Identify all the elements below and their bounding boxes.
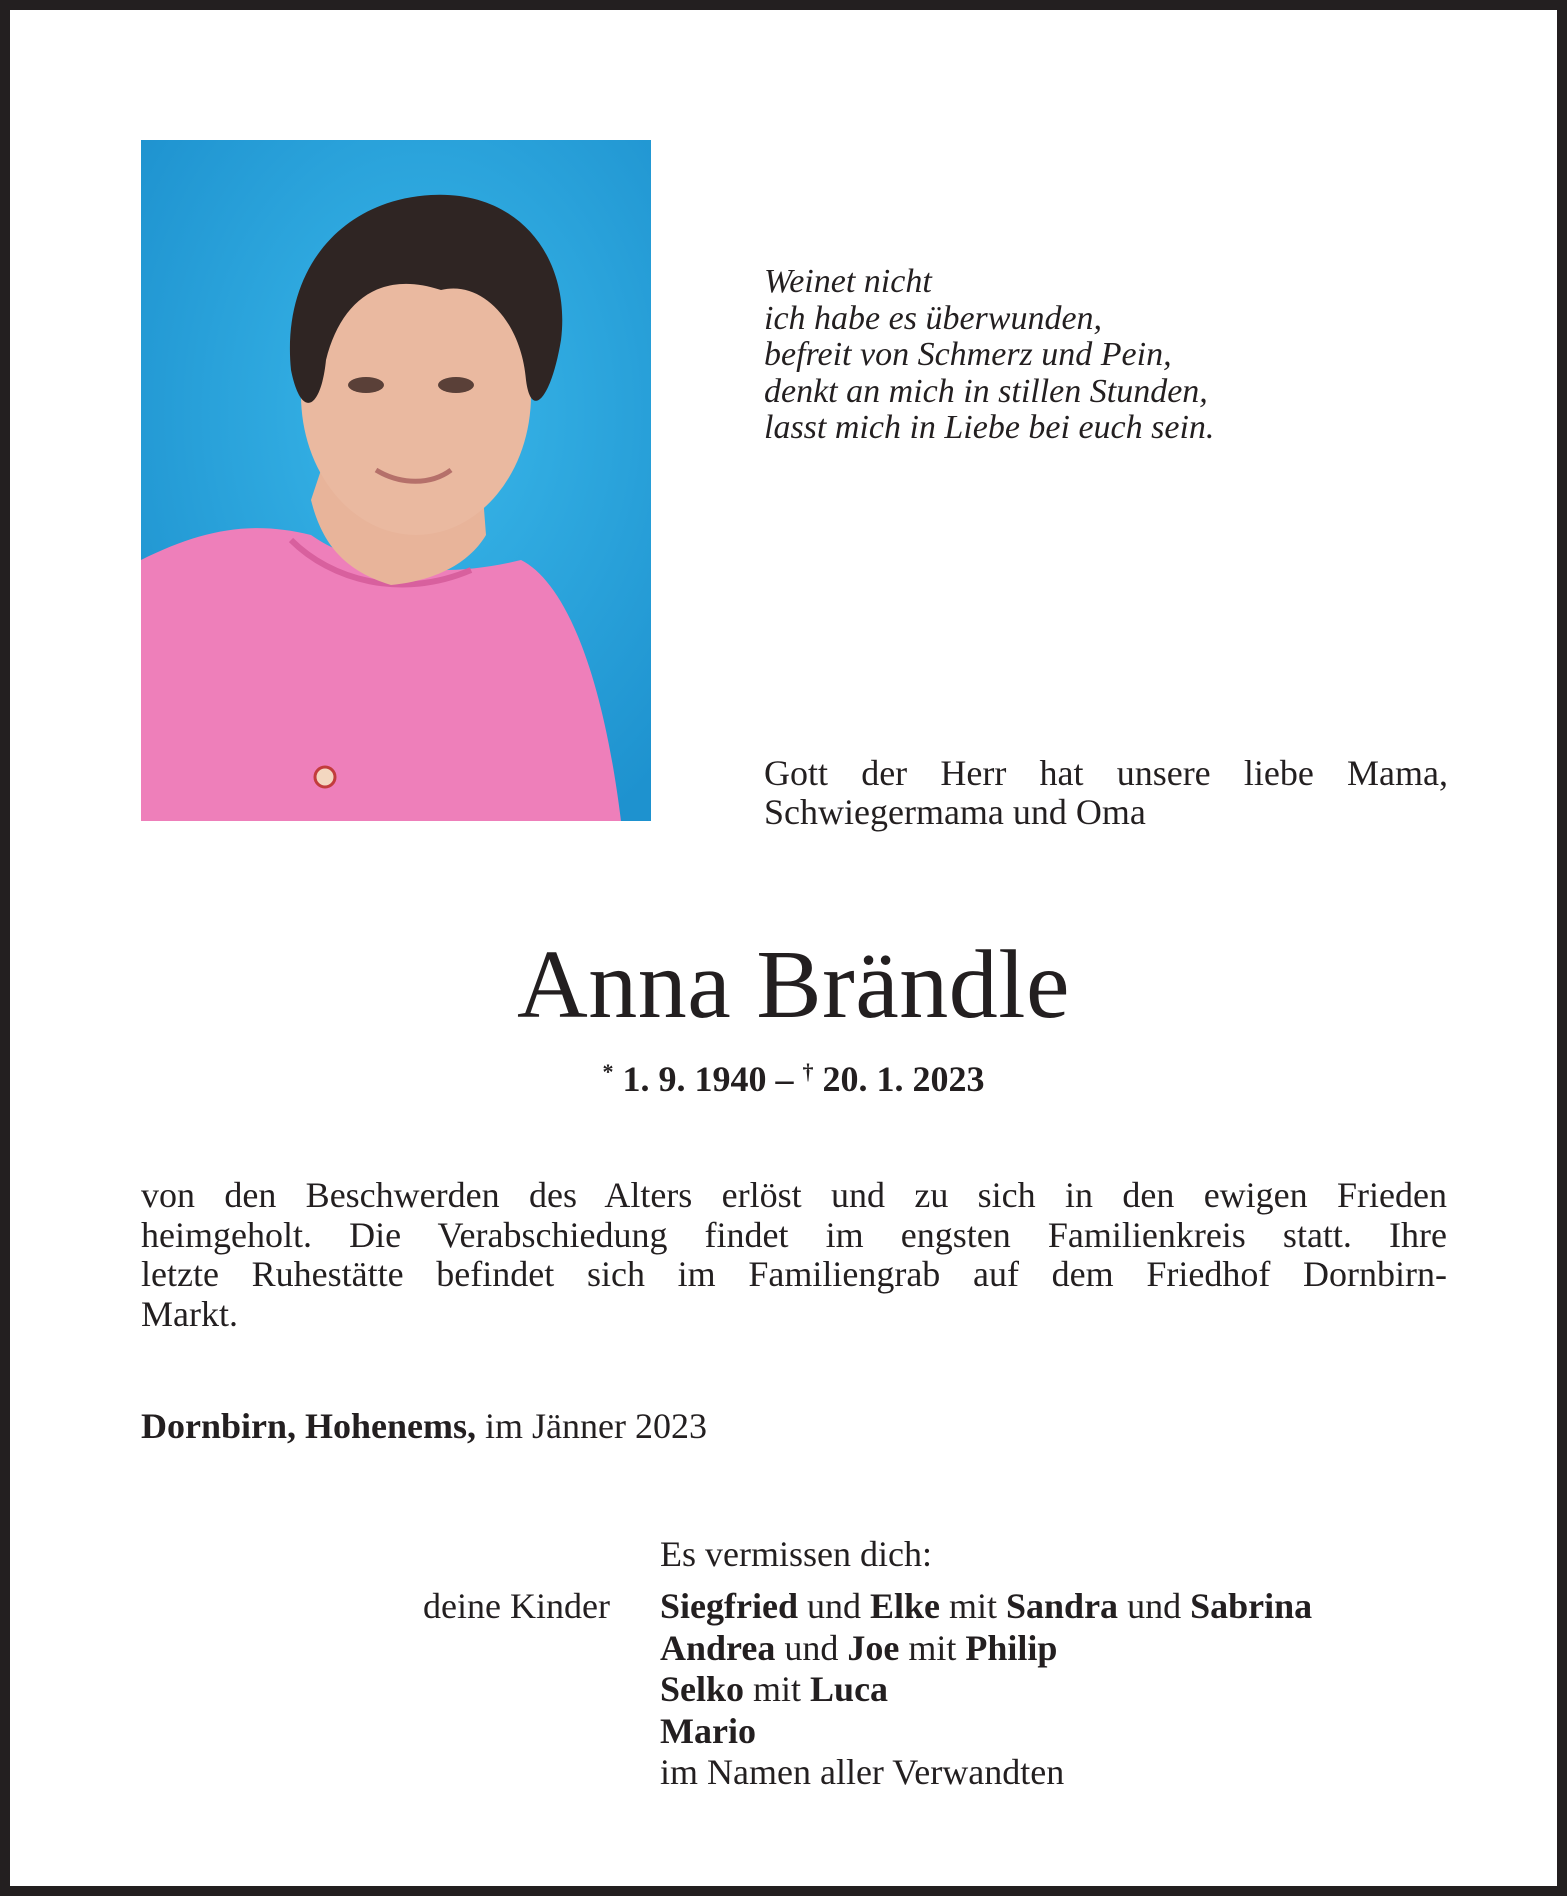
- mourner-name: Luca: [810, 1669, 889, 1709]
- life-dates: [10, 1052, 1567, 1099]
- connector: mit: [753, 1669, 802, 1709]
- mourners-line: [660, 1628, 1312, 1670]
- mourner-name: Joe: [847, 1627, 900, 1668]
- birth-symbol: *: [602, 1059, 614, 1084]
- poem-line: denkt an mich in stillen Stunden,: [764, 372, 1208, 410]
- mourner-name: Mario: [660, 1710, 756, 1751]
- mourner-name: Sabrina: [1190, 1586, 1313, 1626]
- connector: und: [1127, 1586, 1182, 1626]
- mourners-prefix: deine Kinder: [423, 1586, 610, 1626]
- connector: mit: [908, 1627, 957, 1668]
- intro-line-1: Gott der Herr hat unsere liebe Mama,: [764, 753, 1448, 793]
- connector: mit: [949, 1586, 998, 1626]
- place-and-date: [141, 1406, 707, 1446]
- poem: [764, 264, 1214, 447]
- mourner-name: Philip: [965, 1627, 1058, 1668]
- month-year: im Jänner 2023: [485, 1406, 707, 1446]
- poem-line: Weinet nicht: [764, 263, 932, 300]
- death-symbol: †: [802, 1059, 814, 1084]
- mourner-name: Andrea: [660, 1627, 776, 1668]
- announcement-line: letzte Ruhestätte befindet sich im Familiengrab auf dem Friedhof Dornbirn-: [141, 1254, 1447, 1294]
- announcement-line: von den Beschwerden des Alters erlöst und zu sich in den ewigen Frieden: [141, 1175, 1447, 1215]
- birth-date: 1. 9. 1940: [622, 1059, 767, 1099]
- mourners-line: [660, 1711, 1312, 1753]
- announcement-line: Markt.: [141, 1293, 238, 1334]
- mourners-line: [660, 1669, 1312, 1711]
- announcement-text: [141, 1176, 1447, 1334]
- poem-line: ich habe es überwunden,: [764, 299, 1103, 337]
- announcement-line: heimgeholt. Die Verabschiedung findet im engsten Familienkreis statt. Ihre: [141, 1214, 1447, 1255]
- mourner-name: Siegfried: [660, 1586, 798, 1626]
- connector: und: [784, 1627, 839, 1668]
- portrait-photo: [141, 140, 651, 821]
- mourners-list: [660, 1586, 1312, 1794]
- mourner-name: Elke: [869, 1586, 940, 1626]
- date-separator: –: [775, 1059, 794, 1099]
- mourners-closing: im Namen aller Verwandten: [660, 1752, 1065, 1792]
- mourners-heading: Es vermissen dich:: [660, 1534, 932, 1574]
- intro-line-2: Schwiegermama und Oma: [764, 792, 1146, 832]
- intro-text: [764, 754, 1448, 832]
- poem-line: lasst mich in Liebe bei euch sein.: [764, 409, 1215, 446]
- towns: Dornbirn, Hohenems,: [141, 1406, 477, 1446]
- connector: und: [806, 1586, 861, 1626]
- mourners-line: [660, 1586, 1312, 1628]
- death-date: 20. 1. 2023: [822, 1059, 985, 1099]
- mourner-name: Sandra: [1006, 1586, 1119, 1626]
- portrait-illustration: [141, 140, 651, 821]
- deceased-name: Anna Brändle: [517, 931, 1070, 1039]
- poem-line: befreit von Schmerz und Pein,: [764, 336, 1172, 373]
- mourner-name: Selko: [660, 1669, 745, 1709]
